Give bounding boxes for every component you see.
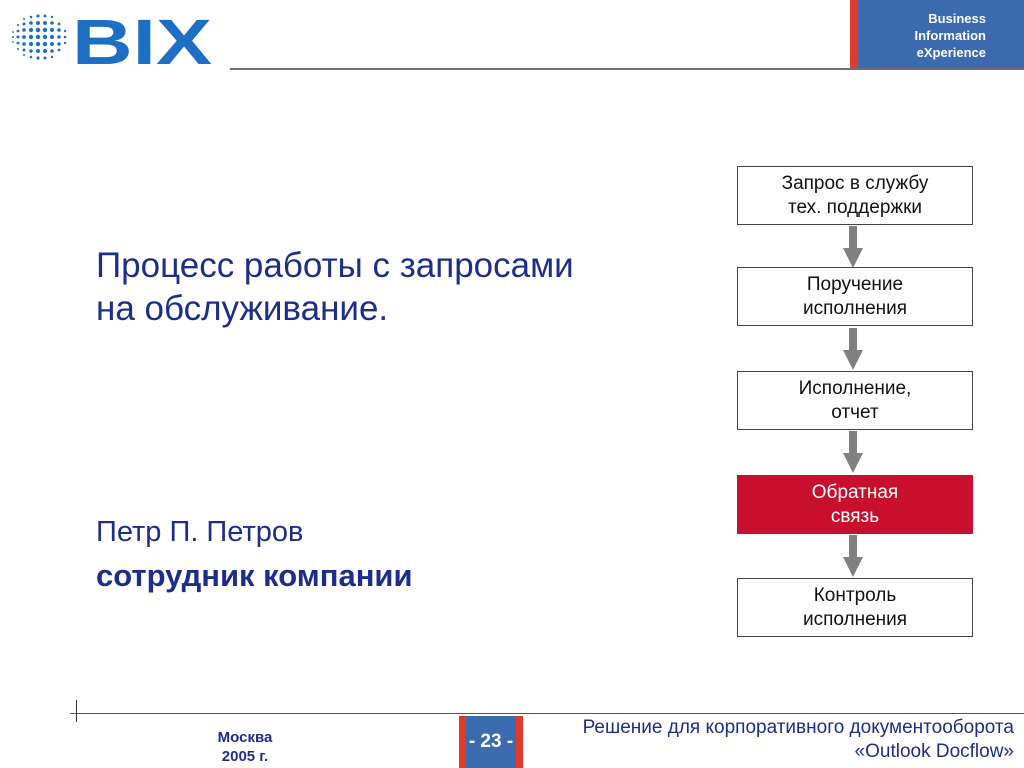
footer-caption [540,716,1014,764]
presenter-name: Петр П. Петров [96,516,304,548]
title-line: Процесс работы с запросами [96,246,574,285]
footer-city: Москва [217,729,273,746]
page-number-stripe-left [459,716,466,768]
page-number: - 23 - [468,731,514,752]
flow-arrow-down-icon [843,431,863,473]
logo-globe-icon [12,14,66,59]
step-line: Обратная [811,481,899,503]
step-line: исполнения [802,608,908,630]
caption-line: «Outlook Docflow» [854,741,1014,762]
tagline-line: eXperience [916,45,986,60]
logo-text: BIX [72,6,213,68]
tagline-line: Business [928,11,986,26]
page-title [96,244,696,330]
brand-stripe [850,0,858,68]
flow-arrow-down-icon [843,535,863,577]
brand-tagline [858,10,986,61]
step-line: Запрос в службу [781,172,929,194]
page-number-stripe-right [516,716,523,768]
tagline-line: Information [914,28,986,43]
flow-step-execution [737,371,973,430]
caption-line: Решение для корпоративного документооборота [582,717,1014,738]
flow-step-request [737,166,973,225]
step-line: отчет [831,401,879,423]
title-line: на обслуживание. [96,289,389,328]
footer-year: 2005 г. [221,748,269,765]
step-line: исполнения [802,297,908,319]
flow-step-control [737,578,973,637]
flow-arrow-down-icon [843,328,863,370]
step-line: связь [830,505,880,527]
step-line: Исполнение, [798,377,912,399]
flow-arrow-down-icon [843,226,863,268]
footer-divider [70,713,1024,714]
step-line: Контроль [813,584,897,606]
flow-step-assignment [737,267,973,326]
footer-tick-mark [76,700,77,722]
presenter-role: сотрудник компании [96,558,413,593]
bix-logo [8,6,218,68]
step-line: тех. поддержки [787,196,923,218]
step-line: Поручение [806,273,904,295]
footer-location-date [205,728,285,766]
header-divider [230,68,1024,70]
flow-step-feedback [737,475,973,534]
